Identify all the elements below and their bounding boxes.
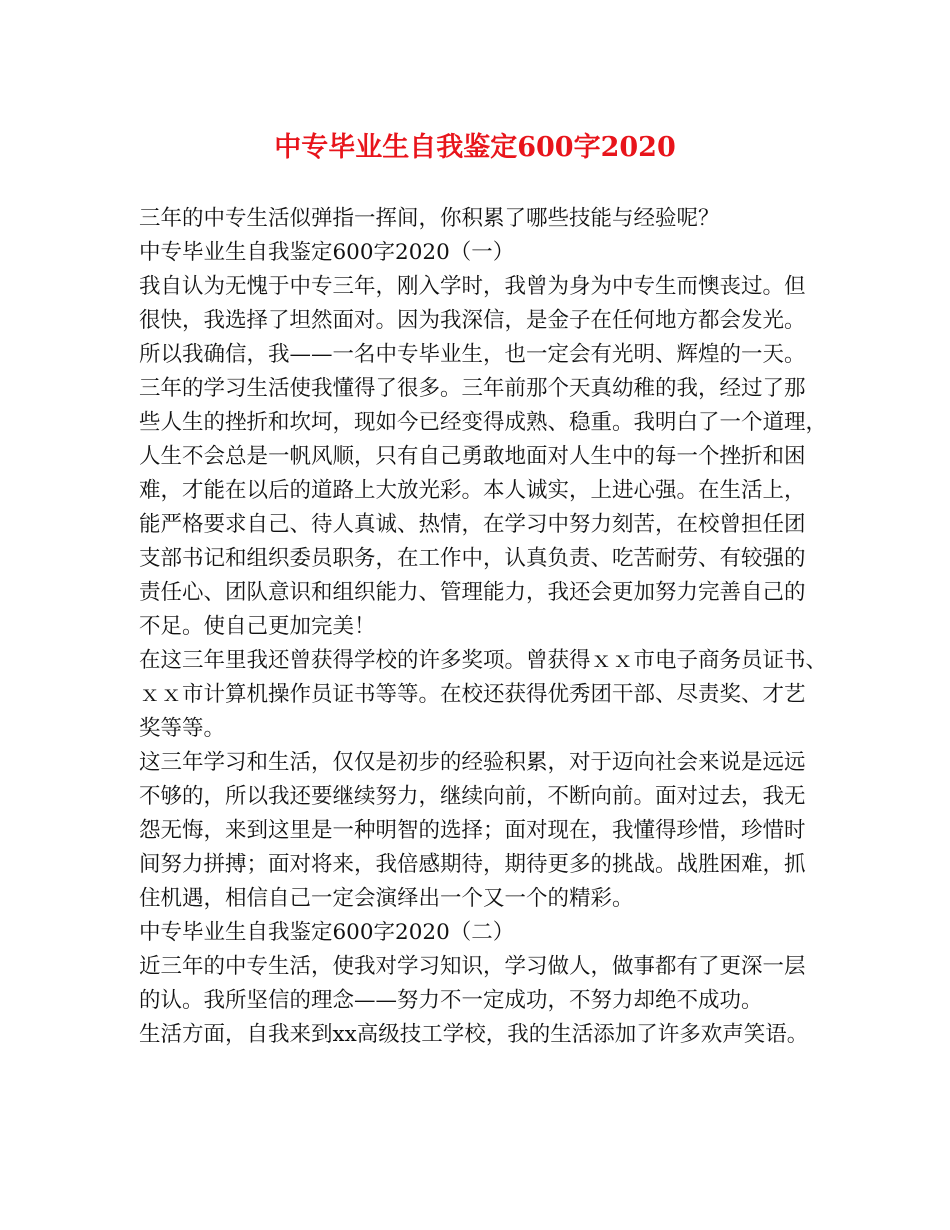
text-line: 不够的，所以我还要继续努力，继续向前，不断向前。面对过去，我无 <box>139 784 806 809</box>
section-heading: 中专毕业生自我鉴定600字2020（二） <box>139 920 515 945</box>
text-line: 的认。我所坚信的理念——努力不一定成功，不努力却绝不成功。 <box>139 988 763 1013</box>
text-line: 奖等等。 <box>139 716 226 741</box>
text-line: 难，才能在以后的道路上大放光彩。本人诚实，上进心强。在生活上， <box>139 478 806 503</box>
text-line: 很快，我选择了坦然面对。因为我深信，是金子在任何地方都会发光。 <box>139 308 806 333</box>
text-line: 支部书记和组织委员职务，在工作中，认真负责、吃苦耐劳、有较强的 <box>139 546 806 571</box>
document-body <box>139 202 839 1052</box>
text-line: 近三年的中专生活，使我对学习知识，学习做人，做事都有了更深一层 <box>139 954 806 979</box>
text-line: 怨无悔，来到这里是一种明智的选择；面对现在，我懂得珍惜，珍惜时 <box>139 818 806 843</box>
text-line: 我自认为无愧于中专三年，刚入学时，我曾为身为中专生而懊丧过。但 <box>139 274 806 299</box>
text-line: 这三年学习和生活，仅仅是初步的经验积累，对于迈向社会来说是远远 <box>139 750 806 775</box>
document-title: 中专毕业生自我鉴定600字2020 <box>274 132 676 163</box>
text-line: 间努力拼搏；面对将来，我倍感期待，期待更多的挑战。战胜困难，抓 <box>139 852 806 877</box>
text-line: 不足。使自己更加完美！ <box>139 614 376 639</box>
text-line: ｘｘ市计算机操作员证书等等。在校还获得优秀团干部、尽责奖、才艺 <box>139 682 806 707</box>
text-line: 住机遇，相信自己一定会演绎出一个又一个的精彩。 <box>139 886 634 911</box>
text-line: 责任心、团队意识和组织能力、管理能力，我还会更加努力完善自己的 <box>139 580 806 605</box>
text-line: 所以我确信，我——一名中专毕业生，也一定会有光明、辉煌的一天。 <box>139 342 806 367</box>
text-line: 三年的学习生活使我懂得了很多。三年前那个天真幼稚的我，经过了那 <box>139 376 806 401</box>
text-line: 三年的中专生活似弹指一挥间，你积累了哪些技能与经验呢？ <box>139 206 720 231</box>
text-line: 些人生的挫折和坎坷，现如今已经变得成熟、稳重。我明白了一个道理， <box>139 410 828 435</box>
section-heading: 中专毕业生自我鉴定600字2020（一） <box>139 240 515 265</box>
text-line: 人生不会总是一帆风顺，只有自己勇敢地面对人生中的每一个挫折和困 <box>139 444 806 469</box>
text-line: 生活方面，自我来到xx高级技工学校，我的生活添加了许多欢声笑语。 <box>139 1022 809 1047</box>
text-line: 在这三年里我还曾获得学校的许多奖项。曾获得ｘｘ市电子商务员证书、 <box>139 648 828 673</box>
text-line: 能严格要求自己、待人真诚、热情，在学习中努力刻苦，在校曾担任团 <box>139 512 806 537</box>
